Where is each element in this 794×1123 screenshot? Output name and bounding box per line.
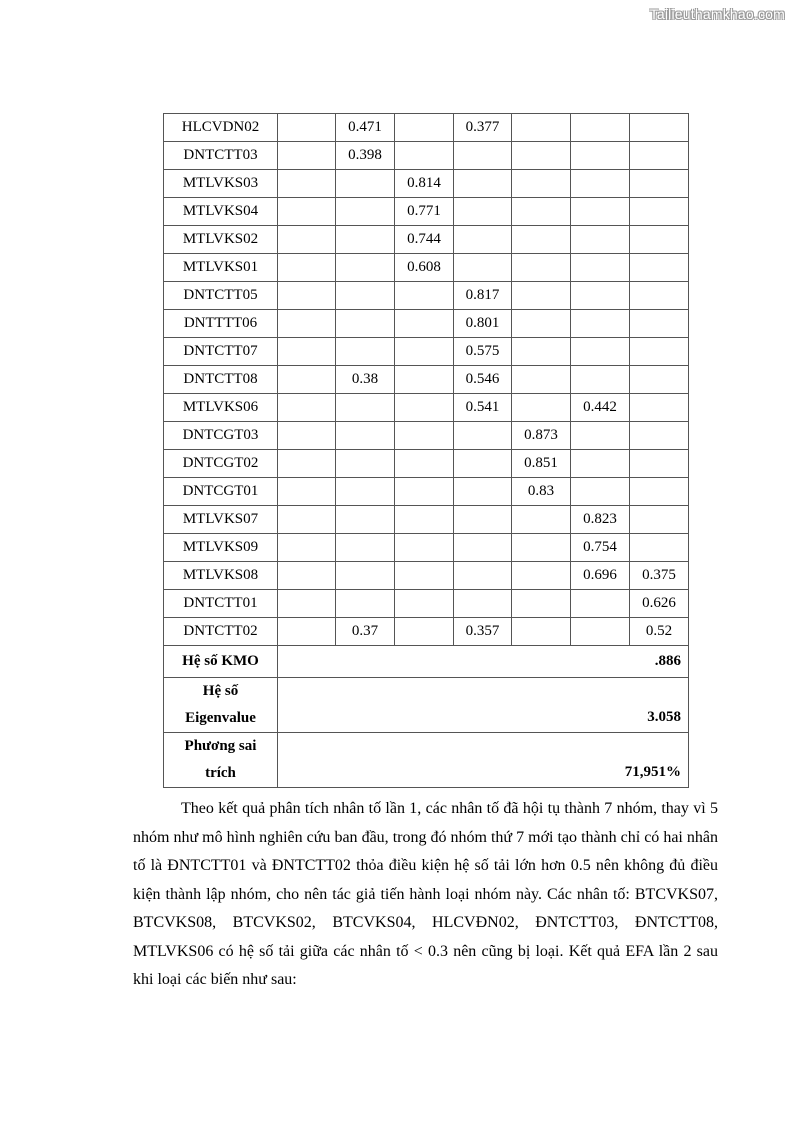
loading-cell xyxy=(395,282,454,310)
loading-cell xyxy=(278,366,336,394)
variable-name: DNTCTT07 xyxy=(164,338,278,366)
loading-cell xyxy=(395,114,454,142)
loading-cell xyxy=(512,142,571,170)
loading-cell: 0.814 xyxy=(395,170,454,198)
loading-cell xyxy=(336,170,395,198)
loading-cell: 0.442 xyxy=(571,394,630,422)
loading-cell: 0.37 xyxy=(336,618,395,646)
loading-cell: 0.817 xyxy=(454,282,512,310)
loading-cell: 0.471 xyxy=(336,114,395,142)
variable-name: MTLVKS06 xyxy=(164,394,278,422)
table-summary xyxy=(164,646,689,788)
table-body xyxy=(164,114,689,646)
loading-cell xyxy=(571,198,630,226)
table-row xyxy=(164,478,689,506)
loading-cell xyxy=(336,590,395,618)
variance-label-line2: trích xyxy=(205,765,236,781)
variance-row xyxy=(164,733,689,788)
loading-cell xyxy=(571,590,630,618)
loading-cell xyxy=(278,394,336,422)
loading-cell xyxy=(630,142,689,170)
loading-cell xyxy=(278,618,336,646)
loading-cell xyxy=(630,366,689,394)
loading-cell xyxy=(336,478,395,506)
loading-cell xyxy=(571,282,630,310)
loading-cell: 0.626 xyxy=(630,590,689,618)
loading-cell xyxy=(454,478,512,506)
loading-cell xyxy=(454,534,512,562)
loading-cell xyxy=(630,310,689,338)
loading-cell xyxy=(454,590,512,618)
variable-name: MTLVKS03 xyxy=(164,170,278,198)
loading-cell xyxy=(630,170,689,198)
loading-cell xyxy=(395,478,454,506)
loading-cell xyxy=(395,590,454,618)
loading-cell xyxy=(512,310,571,338)
loading-cell xyxy=(512,618,571,646)
loading-cell xyxy=(336,310,395,338)
loading-cell xyxy=(571,618,630,646)
variable-name: MTLVKS08 xyxy=(164,562,278,590)
loading-cell xyxy=(512,338,571,366)
loading-cell: 0.38 xyxy=(336,366,395,394)
table-row xyxy=(164,562,689,590)
table-row xyxy=(164,254,689,282)
table-row xyxy=(164,114,689,142)
loading-cell xyxy=(571,366,630,394)
loading-cell xyxy=(278,114,336,142)
loading-cell xyxy=(630,534,689,562)
table-row xyxy=(164,450,689,478)
loading-cell: 0.744 xyxy=(395,226,454,254)
loading-cell xyxy=(278,142,336,170)
loading-cell xyxy=(336,338,395,366)
loading-cell xyxy=(336,506,395,534)
table-row xyxy=(164,310,689,338)
loading-cell: 0.375 xyxy=(630,562,689,590)
loading-cell: 0.575 xyxy=(454,338,512,366)
loading-cell xyxy=(630,394,689,422)
loading-cell xyxy=(630,226,689,254)
loading-cell xyxy=(278,282,336,310)
loading-cell xyxy=(395,338,454,366)
eigenvalue-value: 3.058 xyxy=(278,678,689,733)
loading-cell xyxy=(454,422,512,450)
loading-cell: 0.754 xyxy=(571,534,630,562)
loading-cell: 0.851 xyxy=(512,450,571,478)
loading-cell: 0.357 xyxy=(454,618,512,646)
loading-cell xyxy=(630,478,689,506)
table-row xyxy=(164,422,689,450)
loading-cell: 0.377 xyxy=(454,114,512,142)
loading-cell xyxy=(512,198,571,226)
loading-cell xyxy=(512,226,571,254)
loading-cell xyxy=(512,114,571,142)
variable-name: MTLVKS02 xyxy=(164,226,278,254)
variable-name: MTLVKS07 xyxy=(164,506,278,534)
variance-label-line1: Phương sai xyxy=(184,738,257,754)
loading-cell: 0.541 xyxy=(454,394,512,422)
table-row xyxy=(164,366,689,394)
variance-label xyxy=(164,733,278,788)
loading-cell xyxy=(571,226,630,254)
variable-name: MTLVKS09 xyxy=(164,534,278,562)
variable-name: DNTTTT06 xyxy=(164,310,278,338)
table-row xyxy=(164,198,689,226)
loading-cell: 0.398 xyxy=(336,142,395,170)
loading-cell xyxy=(278,310,336,338)
loading-cell: 0.608 xyxy=(395,254,454,282)
eigenvalue-row xyxy=(164,678,689,733)
loading-cell xyxy=(395,394,454,422)
loading-cell xyxy=(630,282,689,310)
loading-cell xyxy=(454,450,512,478)
loading-cell xyxy=(512,534,571,562)
loading-cell xyxy=(454,254,512,282)
loading-cell xyxy=(571,478,630,506)
variable-name: DNTCTT05 xyxy=(164,282,278,310)
loading-cell xyxy=(630,506,689,534)
loading-cell xyxy=(278,534,336,562)
loading-cell xyxy=(278,254,336,282)
loading-cell xyxy=(512,282,571,310)
factor-loading-table xyxy=(163,113,689,788)
loading-cell xyxy=(512,394,571,422)
eigenvalue-label xyxy=(164,678,278,733)
loading-cell: 0.546 xyxy=(454,366,512,394)
loading-cell xyxy=(395,422,454,450)
loading-cell xyxy=(336,226,395,254)
loading-cell xyxy=(395,534,454,562)
loading-cell xyxy=(278,450,336,478)
variable-name: DNTCTT01 xyxy=(164,590,278,618)
loading-cell xyxy=(630,338,689,366)
loading-cell xyxy=(395,450,454,478)
loading-cell xyxy=(395,562,454,590)
loading-cell xyxy=(336,254,395,282)
table-row xyxy=(164,506,689,534)
variable-name: HLCVDN02 xyxy=(164,114,278,142)
loading-cell xyxy=(395,506,454,534)
eigenvalue-label-line2: Eigenvalue xyxy=(185,710,256,726)
loading-cell xyxy=(571,450,630,478)
loading-cell xyxy=(454,170,512,198)
loading-cell xyxy=(630,450,689,478)
table-row xyxy=(164,226,689,254)
loading-cell xyxy=(395,366,454,394)
loading-cell xyxy=(336,562,395,590)
loading-cell: 0.801 xyxy=(454,310,512,338)
loading-cell xyxy=(336,534,395,562)
efa-result-paragraph: Theo kết quả phân tích nhân tố lần 1, các nhân tố đã hội tụ thành 7 nhóm, thay vì 5 nhóm như mô hình nghiên cứu ban đầu, trong đó nhóm thứ 7 mới tạo thành chỉ có hai nhân tố là ĐNTCTT01 và ĐNTCTT02 thỏa điều kiện hệ số tải lớn hơn 0.5 nên không đủ điều kiện thành lập nhóm, cho nên tác giả tiến hành loại nhóm này. Các nhân tố: BTCVKS07, BTCVKS08, BTCVKS02, BTCVKS04, HLCVĐN02, ĐNTCTT03, ĐNTCTT08, MTLVKS06 có hệ số tải giữa các nhân tố < 0.3 nên cũng bị loại. Kết quả EFA lần 2 sau khi loại các biến như sau: xyxy=(133,800,718,988)
loading-cell xyxy=(512,366,571,394)
loading-cell xyxy=(395,618,454,646)
loading-cell xyxy=(512,590,571,618)
loading-cell xyxy=(630,114,689,142)
table-row xyxy=(164,590,689,618)
eigenvalue-label-line1: Hệ số xyxy=(202,683,239,699)
loading-cell xyxy=(336,394,395,422)
variable-name: DNTCGT01 xyxy=(164,478,278,506)
loading-cell: 0.696 xyxy=(571,562,630,590)
loading-cell xyxy=(571,142,630,170)
loading-cell xyxy=(278,226,336,254)
table-row xyxy=(164,142,689,170)
loading-cell xyxy=(395,310,454,338)
loading-cell xyxy=(512,170,571,198)
variable-name: DNTCTT02 xyxy=(164,618,278,646)
kmo-value: .886 xyxy=(278,646,689,678)
loading-cell xyxy=(571,254,630,282)
loading-cell xyxy=(571,170,630,198)
variable-name: DNTCGT03 xyxy=(164,422,278,450)
loading-cell xyxy=(454,198,512,226)
loading-cell xyxy=(512,562,571,590)
variable-name: DNTCTT03 xyxy=(164,142,278,170)
loading-cell xyxy=(278,506,336,534)
variable-name: DNTCGT02 xyxy=(164,450,278,478)
kmo-row xyxy=(164,646,689,678)
kmo-label: Hệ số KMO xyxy=(164,646,278,678)
loading-cell: 0.83 xyxy=(512,478,571,506)
watermark: Tailieuthamkhao.com xyxy=(649,6,785,22)
loading-cell xyxy=(630,422,689,450)
loading-cell xyxy=(512,506,571,534)
loading-cell: 0.823 xyxy=(571,506,630,534)
loading-cell xyxy=(630,254,689,282)
loading-cell xyxy=(278,170,336,198)
table-row xyxy=(164,534,689,562)
variance-value: 71,951% xyxy=(278,733,689,788)
loading-cell xyxy=(278,422,336,450)
variable-name: DNTCTT08 xyxy=(164,366,278,394)
loading-cell xyxy=(278,478,336,506)
variable-name: MTLVKS01 xyxy=(164,254,278,282)
loading-cell xyxy=(336,450,395,478)
table-row xyxy=(164,282,689,310)
loading-cell xyxy=(278,562,336,590)
loading-cell xyxy=(278,338,336,366)
loading-cell xyxy=(278,590,336,618)
loading-cell xyxy=(571,422,630,450)
loading-cell xyxy=(336,198,395,226)
loading-cell xyxy=(630,198,689,226)
loading-cell xyxy=(571,310,630,338)
loading-cell xyxy=(512,254,571,282)
table-row xyxy=(164,170,689,198)
variable-name: MTLVKS04 xyxy=(164,198,278,226)
table-row xyxy=(164,618,689,646)
table-row xyxy=(164,394,689,422)
loading-cell xyxy=(395,142,454,170)
loading-cell xyxy=(454,226,512,254)
loading-cell xyxy=(571,338,630,366)
loading-cell xyxy=(454,142,512,170)
loading-cell: 0.873 xyxy=(512,422,571,450)
table-row xyxy=(164,338,689,366)
loading-cell xyxy=(454,562,512,590)
loading-cell xyxy=(571,114,630,142)
loading-cell xyxy=(278,198,336,226)
loading-cell: 0.52 xyxy=(630,618,689,646)
loading-cell xyxy=(454,506,512,534)
loading-cell xyxy=(336,422,395,450)
body-text xyxy=(133,795,718,995)
loading-cell: 0.771 xyxy=(395,198,454,226)
loading-cell xyxy=(336,282,395,310)
